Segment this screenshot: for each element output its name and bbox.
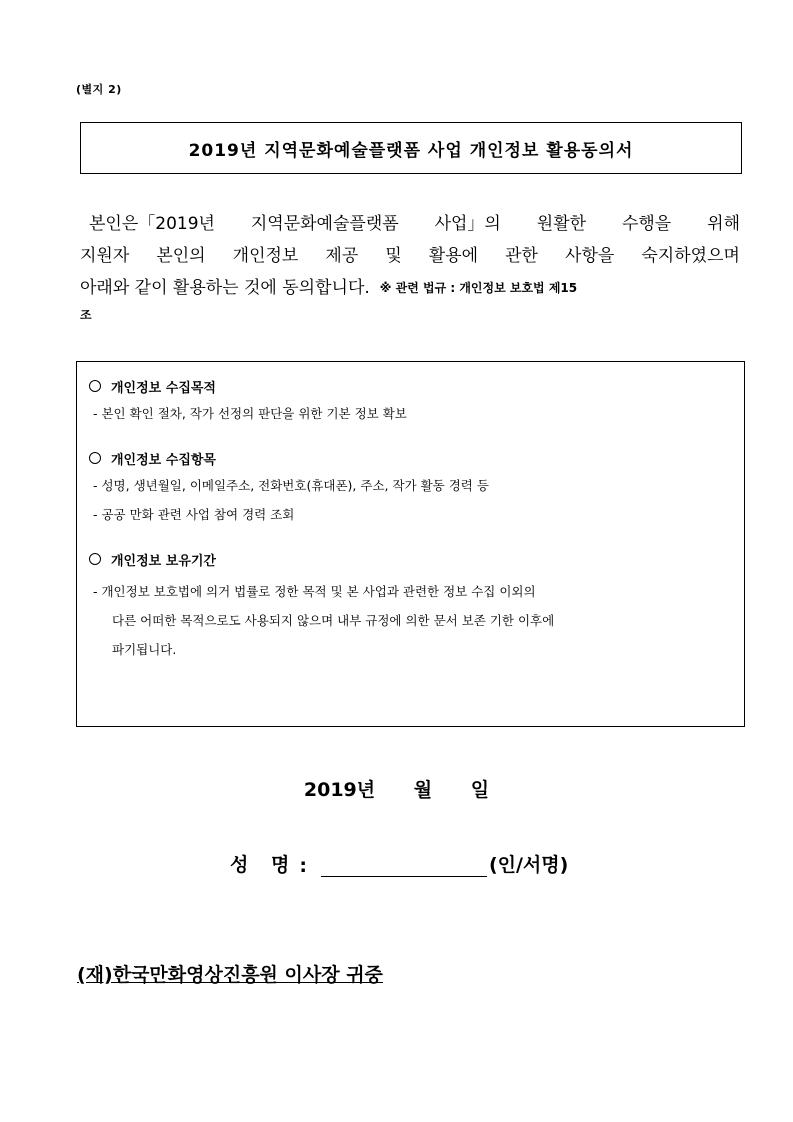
section-title-text: 개인정보 보유기간 xyxy=(111,553,216,569)
signature-label: 성 명 xyxy=(230,854,298,876)
intro-line-2 xyxy=(80,240,740,272)
intro-word: 수행을 xyxy=(621,214,672,234)
document-title: 2019년 지역문화예술플랫폼 사업 개인정보 활용동의서 xyxy=(188,140,634,161)
section-item: - 본인 확인 절차, 작가 선정의 판단을 위한 기본 정보 확보 xyxy=(93,406,407,421)
intro-word: 숙지하였으며 xyxy=(641,246,740,266)
consent-sentence: 아래와 같이 활용하는 것에 동의합니다. xyxy=(80,278,370,298)
intro-word: 지원자 xyxy=(80,246,130,266)
section-title xyxy=(89,376,730,396)
section-items xyxy=(89,448,730,525)
section-item: - 성명, 생년월일, 이메일주소, 전화번호(휴대폰), 주소, 작가 활동 경력 등 xyxy=(93,478,489,493)
intro-word: 사업」의 xyxy=(434,214,501,234)
intro-word: 위해 xyxy=(707,214,740,234)
section-title-text: 개인정보 수집목적 xyxy=(111,380,216,396)
intro-word: 제공 xyxy=(325,246,359,266)
section-title-text: 개인정보 수집항목 xyxy=(111,452,216,468)
title-box xyxy=(80,122,742,174)
intro-word: 본인은「2019년 xyxy=(89,214,215,234)
date-day: 일 xyxy=(470,779,490,801)
section-retention xyxy=(89,549,730,664)
intro-word: 본인의 xyxy=(156,246,206,266)
intro-word: 개인정보 xyxy=(232,246,299,266)
intro-word: 사항을 xyxy=(565,246,615,266)
law-reference-tail: 조 xyxy=(80,308,92,322)
intro-word: 관한 xyxy=(505,246,538,266)
intro-word: 및 xyxy=(385,246,402,266)
circle-bullet-icon xyxy=(89,553,101,565)
circle-bullet-icon xyxy=(89,380,101,392)
section-item-line: - 개인정보 보호법에 의거 법률로 정한 목적 및 본 사업과 관련한 정보 수집 이외의 xyxy=(93,584,536,599)
section-item-line: 파기됩니다. xyxy=(112,642,177,657)
section-item: - 공공 만화 관련 사업 참여 경력 조회 xyxy=(93,507,295,522)
intro-paragraph xyxy=(80,208,740,326)
date-line xyxy=(0,775,793,802)
section-item-line: 다른 어떠한 목적으로도 사용되지 않으며 내부 규정에 의한 문서 보존 기한 이후에 xyxy=(112,613,555,628)
recipient: (재)한국만화영상진흥원 이사장 귀중 xyxy=(77,964,383,986)
privacy-info-box xyxy=(76,361,745,727)
intro-word: 지역문화예술플랫폼 xyxy=(250,214,399,234)
circle-bullet-icon xyxy=(89,452,101,464)
date-year: 2019년 xyxy=(303,779,376,801)
intro-line-1 xyxy=(80,208,740,240)
signature-blank-field[interactable] xyxy=(321,854,487,877)
signature-colon: : xyxy=(299,855,307,877)
law-reference: ※ 관련 법규 : 개인정보 보호법 제15 xyxy=(379,281,578,295)
section-item xyxy=(93,577,730,664)
section-purpose xyxy=(89,376,730,424)
section-title xyxy=(89,549,730,569)
annex-label: (별지 2) xyxy=(76,83,122,96)
signature-suffix: (인/서명) xyxy=(488,854,569,876)
date-month: 월 xyxy=(413,779,433,801)
section-title xyxy=(89,448,730,468)
signature-line xyxy=(230,850,568,877)
intro-word: 원활한 xyxy=(536,214,587,234)
intro-line-3 xyxy=(80,272,740,304)
intro-word: 활용에 xyxy=(428,246,479,266)
